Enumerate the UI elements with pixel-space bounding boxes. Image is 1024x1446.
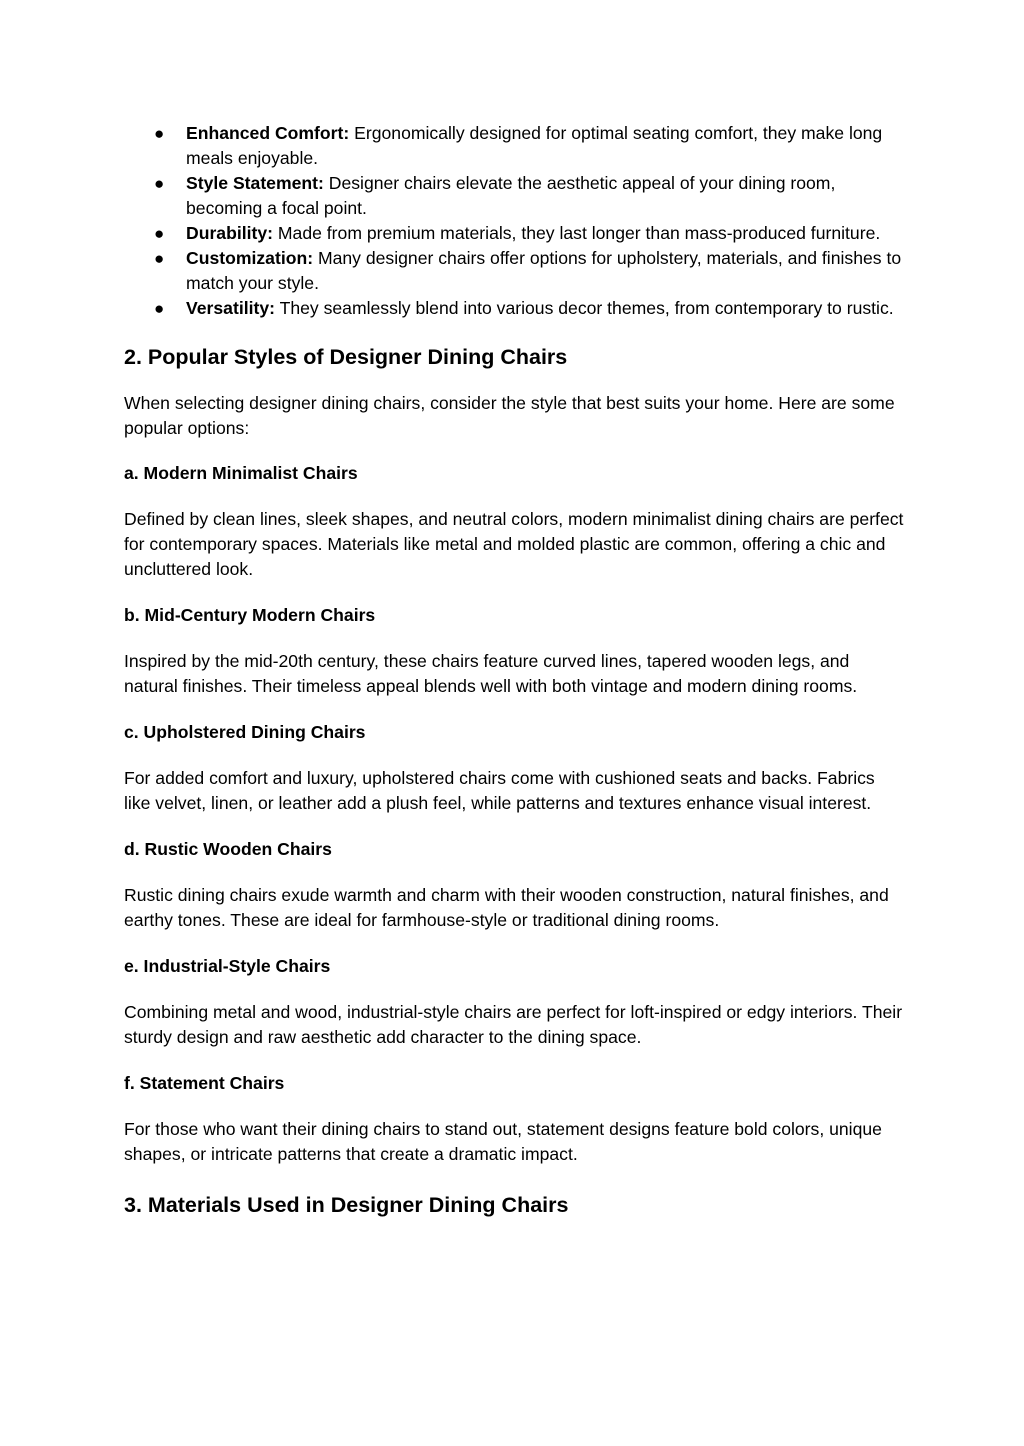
bullet-icon: ● xyxy=(154,249,165,268)
bullet-icon: ● xyxy=(154,174,165,193)
list-item-text: Made from premium materials, they last longer than mass-produced furniture. xyxy=(273,223,881,243)
section-heading: 2. Popular Styles of Designer Dining Chairs xyxy=(124,345,568,369)
bullet-icon: ● xyxy=(154,299,165,318)
list-item-text: Many designer chairs offer options for upholstery, materials, and finishes to match your style. xyxy=(186,248,902,293)
list-item-text: Designer chairs elevate the aesthetic appeal of your dining room, becoming a focal point. xyxy=(186,173,836,218)
list-item-term: Style Statement: xyxy=(186,173,324,193)
document-page xyxy=(124,121,904,1219)
list-item-term: Enhanced Comfort: xyxy=(186,123,350,143)
subsection-paragraph: Defined by clean lines, sleek shapes, and neutral colors, modern minimalist dining chairs are perfect for contemporary spaces. Materials like metal and molded plastic are common, offering a chic and uncluttered look. xyxy=(124,509,904,579)
list-item-term: Customization: xyxy=(186,248,314,268)
subsection-paragraph: Combining metal and wood, industrial-style chairs are perfect for loft-inspired or edgy interiors. Their sturdy design and raw aesthetic add character to the dining space. xyxy=(124,1002,903,1047)
subsection-paragraph: Rustic dining chairs exude warmth and charm with their wooden construction, natural finishes, and earthy tones. These are ideal for farmhouse-style or traditional dining rooms. xyxy=(124,885,889,930)
subsection-heading: b. Mid-Century Modern Chairs xyxy=(124,605,376,625)
subsection-heading: c. Upholstered Dining Chairs xyxy=(124,722,366,742)
subsection-paragraph: For those who want their dining chairs to stand out, statement designs feature bold colors, unique shapes, or intricate patterns that create a dramatic impact. xyxy=(124,1119,882,1164)
subsection-paragraph: Inspired by the mid-20th century, these chairs feature curved lines, tapered wooden legs, and natural finishes. Their timeless appeal blends well with both vintage and modern dining rooms. xyxy=(124,651,858,696)
list-item-term: Durability: xyxy=(186,223,273,243)
list-item xyxy=(124,296,904,321)
list-item-text: They seamlessly blend into various decor themes, from contemporary to rustic. xyxy=(275,298,894,318)
subsection-heading: f. Statement Chairs xyxy=(124,1073,285,1093)
section-intro: When selecting designer dining chairs, consider the style that best suits your home. Here are some popular options: xyxy=(124,393,895,438)
bullet-icon: ● xyxy=(154,224,165,243)
section-heading: 3. Materials Used in Designer Dining Chairs xyxy=(124,1193,569,1217)
list-item-text: Ergonomically designed for optimal seating comfort, they make long meals enjoyable. xyxy=(186,123,883,168)
bullet-icon: ● xyxy=(154,124,165,143)
list-item xyxy=(124,121,904,171)
subsection-paragraph: For added comfort and luxury, upholstered chairs come with cushioned seats and backs. Fabrics like velvet, linen, or leather add a plush feel, while patterns and textures enhance visual interest. xyxy=(124,768,875,813)
list-item xyxy=(124,171,904,221)
subsection-heading: a. Modern Minimalist Chairs xyxy=(124,463,358,483)
list-item-term: Versatility: xyxy=(186,298,275,318)
subsection-heading: d. Rustic Wooden Chairs xyxy=(124,839,332,859)
list-item xyxy=(124,221,904,246)
list-item xyxy=(124,246,904,296)
benefits-list xyxy=(124,121,904,321)
subsection-heading: e. Industrial-Style Chairs xyxy=(124,956,331,976)
